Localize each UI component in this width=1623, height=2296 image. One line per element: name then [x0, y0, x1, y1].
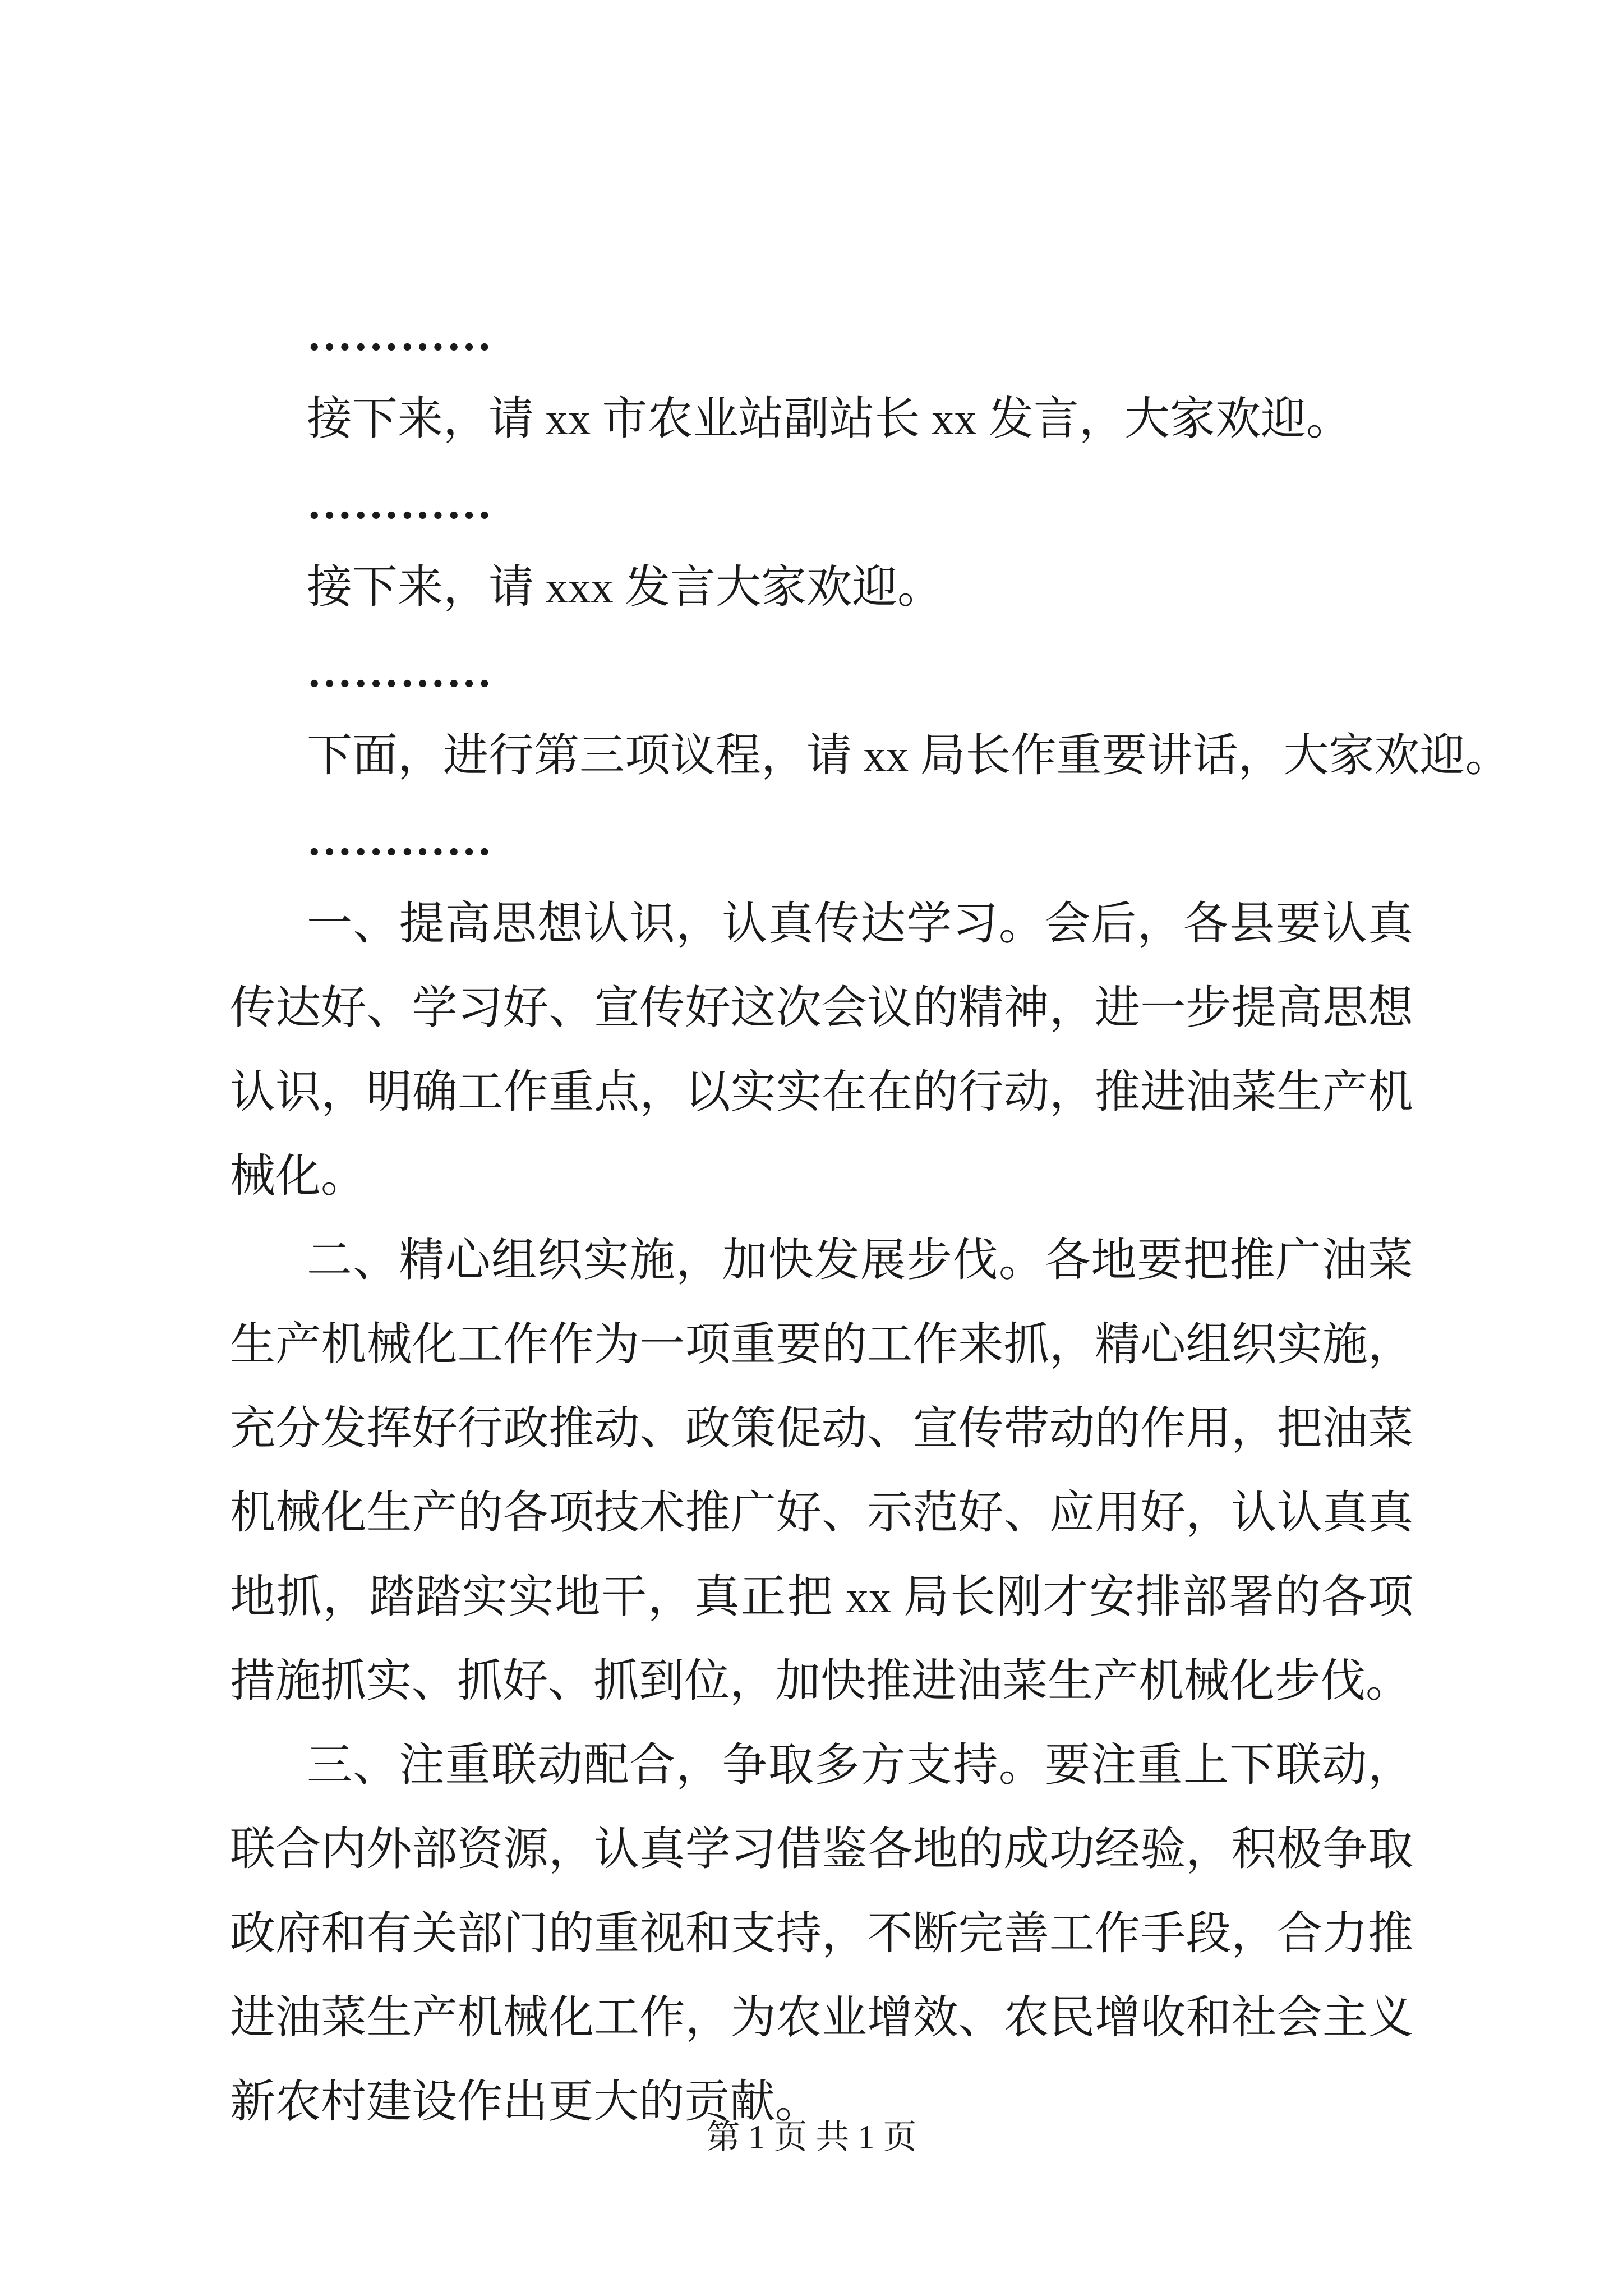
speech-point-three: 三、注重联动配合，争取多方支持。要注重上下联动，联合内外部资源，认真学习借鉴各地的成功经验，积极争取政府和有关部门的重视和支持，不断完善工作手段，合力推进油菜生产机械化工作，为农业增效、农民增收和社会主义新农村建设作出更大的贡献。	[230, 1740, 1413, 2127]
speech-point-one: 一、提高思想认识，认真传达学习。会后，各县要认真传达好、学习好、宣传好这次会议的精神，进一步提高思想认识，明确工作重点，以实实在在的行动，推进油菜生产机械化。	[230, 899, 1413, 1202]
page-number-footer: 第 1 页 共 1 页	[706, 2119, 917, 2156]
ellipsis-separator: …………	[307, 646, 493, 697]
ellipsis-separator: …………	[307, 815, 493, 865]
ellipsis-separator: …………	[307, 310, 493, 360]
host-line-speaker-introduction: 接下来，请 xxx 发言大家欢迎。	[307, 562, 943, 613]
host-line-agenda-item: 下面，进行第三项议程，请 xx 局长作重要讲话，大家欢迎。	[307, 730, 1511, 781]
ellipsis-separator: …………	[307, 478, 493, 528]
host-line-speaker-introduction: 接下来，请 xx 市农业站副站长 xx 发言，大家欢迎。	[307, 394, 1352, 444]
document-body	[230, 293, 1511, 2144]
speech-point-two: 二、精心组织实施，加快发展步伐。各地要把推广油菜生产机械化工作作为一项重要的工作来抓，精心组织实施，充分发挥好行政推动、政策促动、宣传带动的作用，把油菜机械化生产的各项技术推广好、示范好、应用好，认认真真地抓，踏踏实实地干，真正把 xx 局长刚才安排部署的各项措施抓实、抓好、抓到位，加快推进油菜生产机械化步伐。	[230, 1235, 1413, 1706]
